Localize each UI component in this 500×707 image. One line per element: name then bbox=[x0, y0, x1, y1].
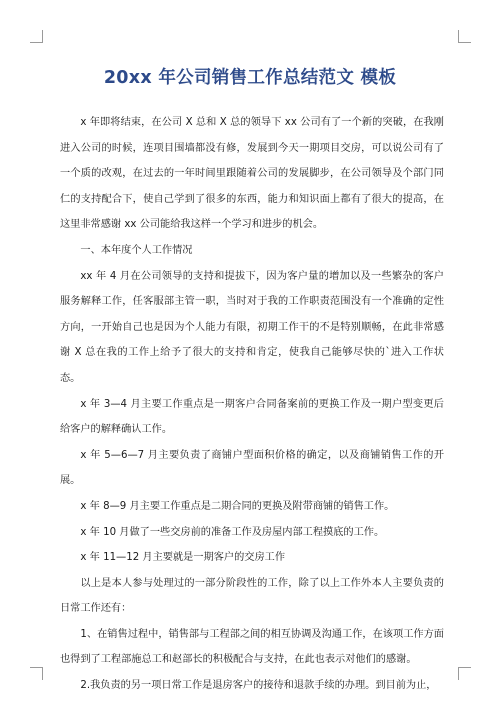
crop-mark-bottom-left bbox=[30, 667, 43, 680]
paragraph-intro: x 年即将结束，在公司 X 总和 X 总的领导下 xx 公司有了一个新的突破，在我刚进入公司的时候，连项目围墙都没有修，发展到今天一期项目交房，可以说公司有了一个质的改观，在过去的一年时间里跟随着公司的发展脚步，在公司领导及个部门同仁的支持配合下，使自己学到了很多的东西，能力和知识面上都有了很大的提高，在这里非常感谢 xx 公司能给我这样一个学习和进步的机会。 bbox=[60, 117, 444, 231]
crop-mark-top-right bbox=[458, 30, 471, 43]
crop-mark-top-left bbox=[30, 30, 43, 43]
document-body bbox=[60, 110, 444, 699]
paragraph-item-2: 2.我负责的另一项日常工作是退房客户的接待和退款手续的办理。到目前为止， bbox=[80, 680, 437, 692]
paragraph-item-1: 1、在销售过程中，销售部与工程部之间的相互协调及沟通工作，在该项工作方面也得到了工程部施总工和赵部长的积极配合与支持，在此也表示对他们的感谢。 bbox=[60, 628, 444, 666]
section-heading-1: 一、本年度个人工作情况 bbox=[80, 244, 193, 256]
paragraph-nov-dec: x 年 11—12 月主要就是一期客户的交房工作 bbox=[80, 552, 286, 564]
paragraph-daily-intro: 以上是本人参与处理过的一部分阶段性的工作，除了以上工作外本人主要负责的日常工作还有： bbox=[60, 577, 444, 615]
crop-mark-bottom-right bbox=[458, 667, 471, 680]
paragraph-may-july: x 年 5—6—7 月主要负责了商铺户型面积价格的确定，以及商铺销售工作的开展。 bbox=[60, 449, 444, 487]
paragraph-aug-sep: x 年 8—9 月主要工作重点是二期合同的更换及附带商铺的销售工作。 bbox=[80, 500, 395, 512]
paragraph-april: xx 年 4 月在公司领导的支持和提拔下，因为客户量的增加以及一些繁杂的客户服务解释工作，任客服部主管一职，当时对于我的工作职责范围没有一个准确的定性方向，一开始自己也是因为个人能力有限，初期工作干的不是特别顺畅，在此非常感谢 X 总在我的工作上给予了很大的支持和肯定，使我自己能够尽快的`进入工作状态。 bbox=[60, 270, 444, 384]
paragraph-march-april: x 年 3—4 月主要工作重点是一期客户合同备案前的更换工作及一期户型变更后给客户的解释确认工作。 bbox=[60, 398, 444, 436]
document-title: 20xx 年公司销售工作总结范文 模板 bbox=[103, 68, 397, 88]
paragraph-october: x 年 10 月做了一些交房前的准备工作及房屋内部工程摸底的工作。 bbox=[80, 526, 385, 538]
